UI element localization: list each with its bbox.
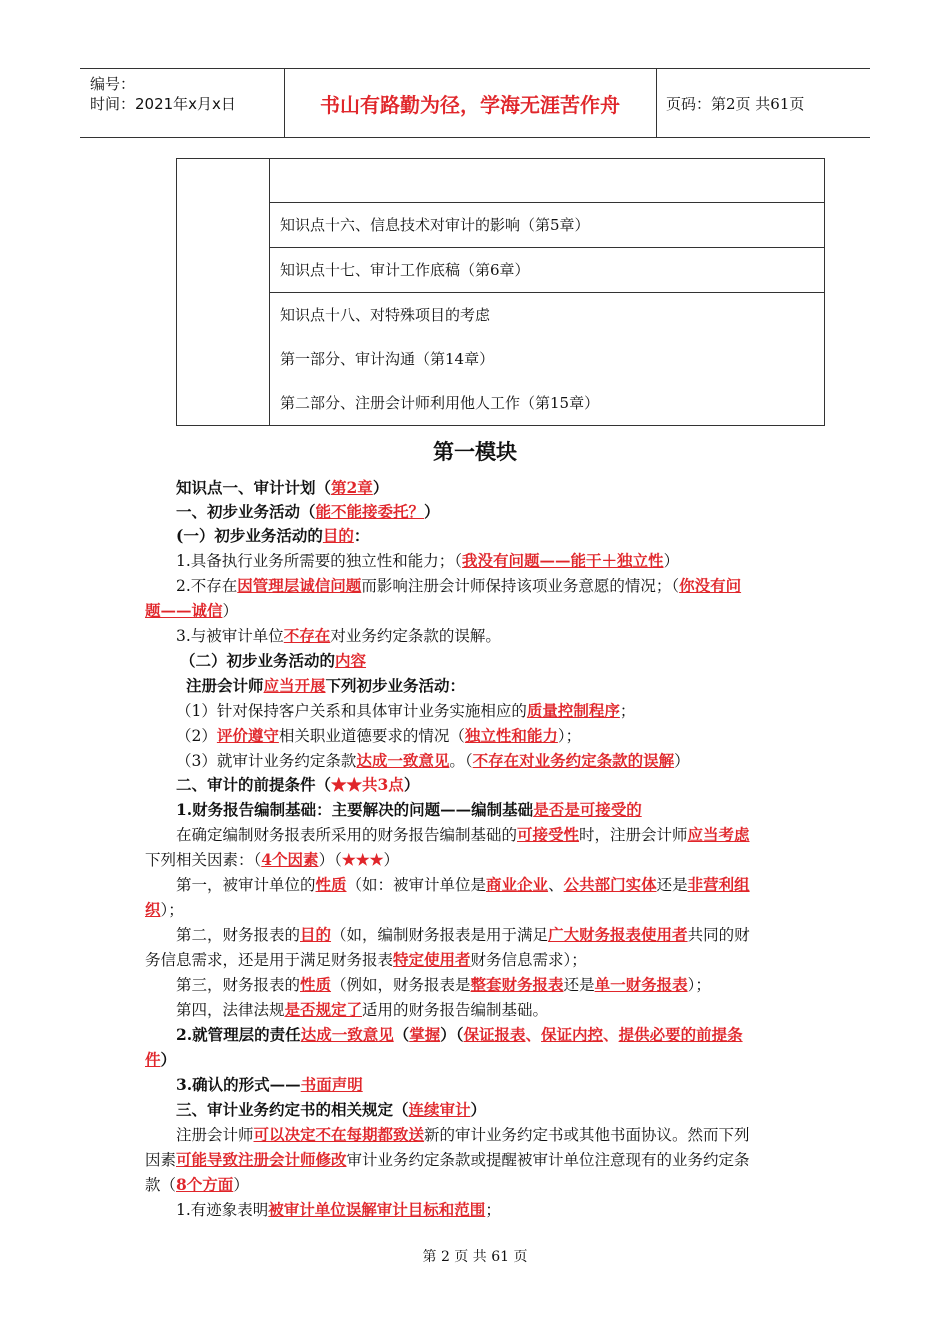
body-line: （2）评价遵守相关职业道德要求的情况（独立性和能力）； — [176, 726, 582, 745]
body-line: 题——诚信） — [145, 601, 239, 620]
doc-date: 时间：2021年x月x日 — [90, 95, 236, 113]
body-line: 第一，被审计单位的性质（如：被审计单位是商业企业、公共部门实体还是非营利组 — [176, 875, 750, 894]
section-heading: (一）初步业务活动的目的： — [176, 526, 370, 545]
toc-line: 第一部分、审计沟通（第14章） — [280, 350, 495, 368]
section-heading: （二）初步业务活动的内容 — [180, 651, 367, 670]
toc-table — [176, 158, 825, 426]
section-heading: 2.就管理层的责任达成一致意见（掌握）（保证报表、保证内控、提供必要的前提条 — [176, 1025, 743, 1044]
section-heading: 1.财务报告编制基础：主要解决的问题——编制基础是否是可接受的 — [176, 800, 642, 819]
section-heading: 一、初步业务活动（能不能接委托？） — [176, 502, 440, 521]
toc-row: 知识点十七、审计工作底稿（第6章） — [270, 248, 825, 293]
toc-left-cell — [177, 159, 270, 426]
body-line: （3）就审计业务约定条款达成一致意见。（不存在对业务约定条款的误解） — [176, 751, 690, 770]
body-line: 下列相关因素：（4个因素）（★★★） — [145, 850, 400, 869]
doc-number: 编号： — [90, 75, 136, 93]
section-heading: 二、审计的前提条件（★★共3点） — [176, 775, 420, 794]
header-page-info: 页码：第2页 共61页 — [666, 94, 805, 113]
body-line: 1.具备执行业务所需要的独立性和能力；（我没有问题——能干＋独立性） — [176, 551, 680, 570]
section-heading: 3.确认的形式——书面声明 — [176, 1075, 363, 1094]
page-footer: 第 2 页 共 61 页 — [422, 1249, 528, 1265]
module-title: 第一模块 — [433, 439, 517, 464]
toc-line: 第二部分、注册会计师利用他人工作（第15章） — [280, 394, 600, 412]
body-line: 第二，财务报表的目的（如，编制财务报表是用于满足广大财务报表使用者共同的财 — [176, 925, 750, 944]
section-heading: 件） — [145, 1050, 177, 1069]
body-line: （1）针对保持客户关系和具体审计业务实施相应的质量控制程序； — [176, 701, 636, 720]
section-heading: 三、审计业务约定书的相关规定（连续审计） — [176, 1100, 487, 1119]
header-motto: 书山有路勤为径，学海无涯苦作舟 — [284, 69, 657, 137]
body-line: 3.与被审计单位不存在对业务约定条款的误解。 — [176, 626, 501, 645]
body-line: 注册会计师应当开展下列初步业务活动： — [186, 676, 466, 695]
body-line: 第四，法律法规是否规定了适用的财务报告编制基础。 — [176, 1000, 549, 1019]
body-line: 第三，财务报表的性质（例如，财务报表是整套财务报表还是单一财务报表）； — [176, 975, 711, 994]
body-line: 1.有迹象表明被审计单位误解审计目标和范围； — [176, 1200, 501, 1219]
toc-row — [270, 293, 825, 426]
header-meta — [80, 69, 285, 137]
body-line: 因素可能导致注册会计师修改审计业务约定条款或提醒被审计单位注意现有的业务约定条 — [145, 1150, 750, 1169]
toc-line: 知识点十八、对特殊项目的考虑 — [280, 306, 491, 324]
body-line: 务信息需求，还是用于满足财务报表特定使用者财务信息需求）； — [145, 950, 587, 969]
section-heading: 知识点一、审计计划（第2章） — [176, 478, 389, 497]
toc-row: 知识点十六、信息技术对审计的影响（第5章） — [270, 203, 825, 248]
body-line: 2.不存在因管理层诚信问题而影响注册会计师保持该项业务意愿的情况；（你没有问 — [176, 576, 742, 595]
body-line: 在确定编制财务报表所采用的财务报告编制基础的可接受性时，注册会计师应当考虑 — [176, 825, 750, 844]
body-line: 织）； — [145, 900, 184, 919]
body-line: 注册会计师可以决定不在每期都致送新的审计业务约定书或其他书面协议。然而下列 — [176, 1125, 750, 1144]
toc-empty-cell — [270, 159, 825, 203]
body-line: 款（8个方面） — [145, 1175, 249, 1194]
page-header — [80, 68, 870, 138]
